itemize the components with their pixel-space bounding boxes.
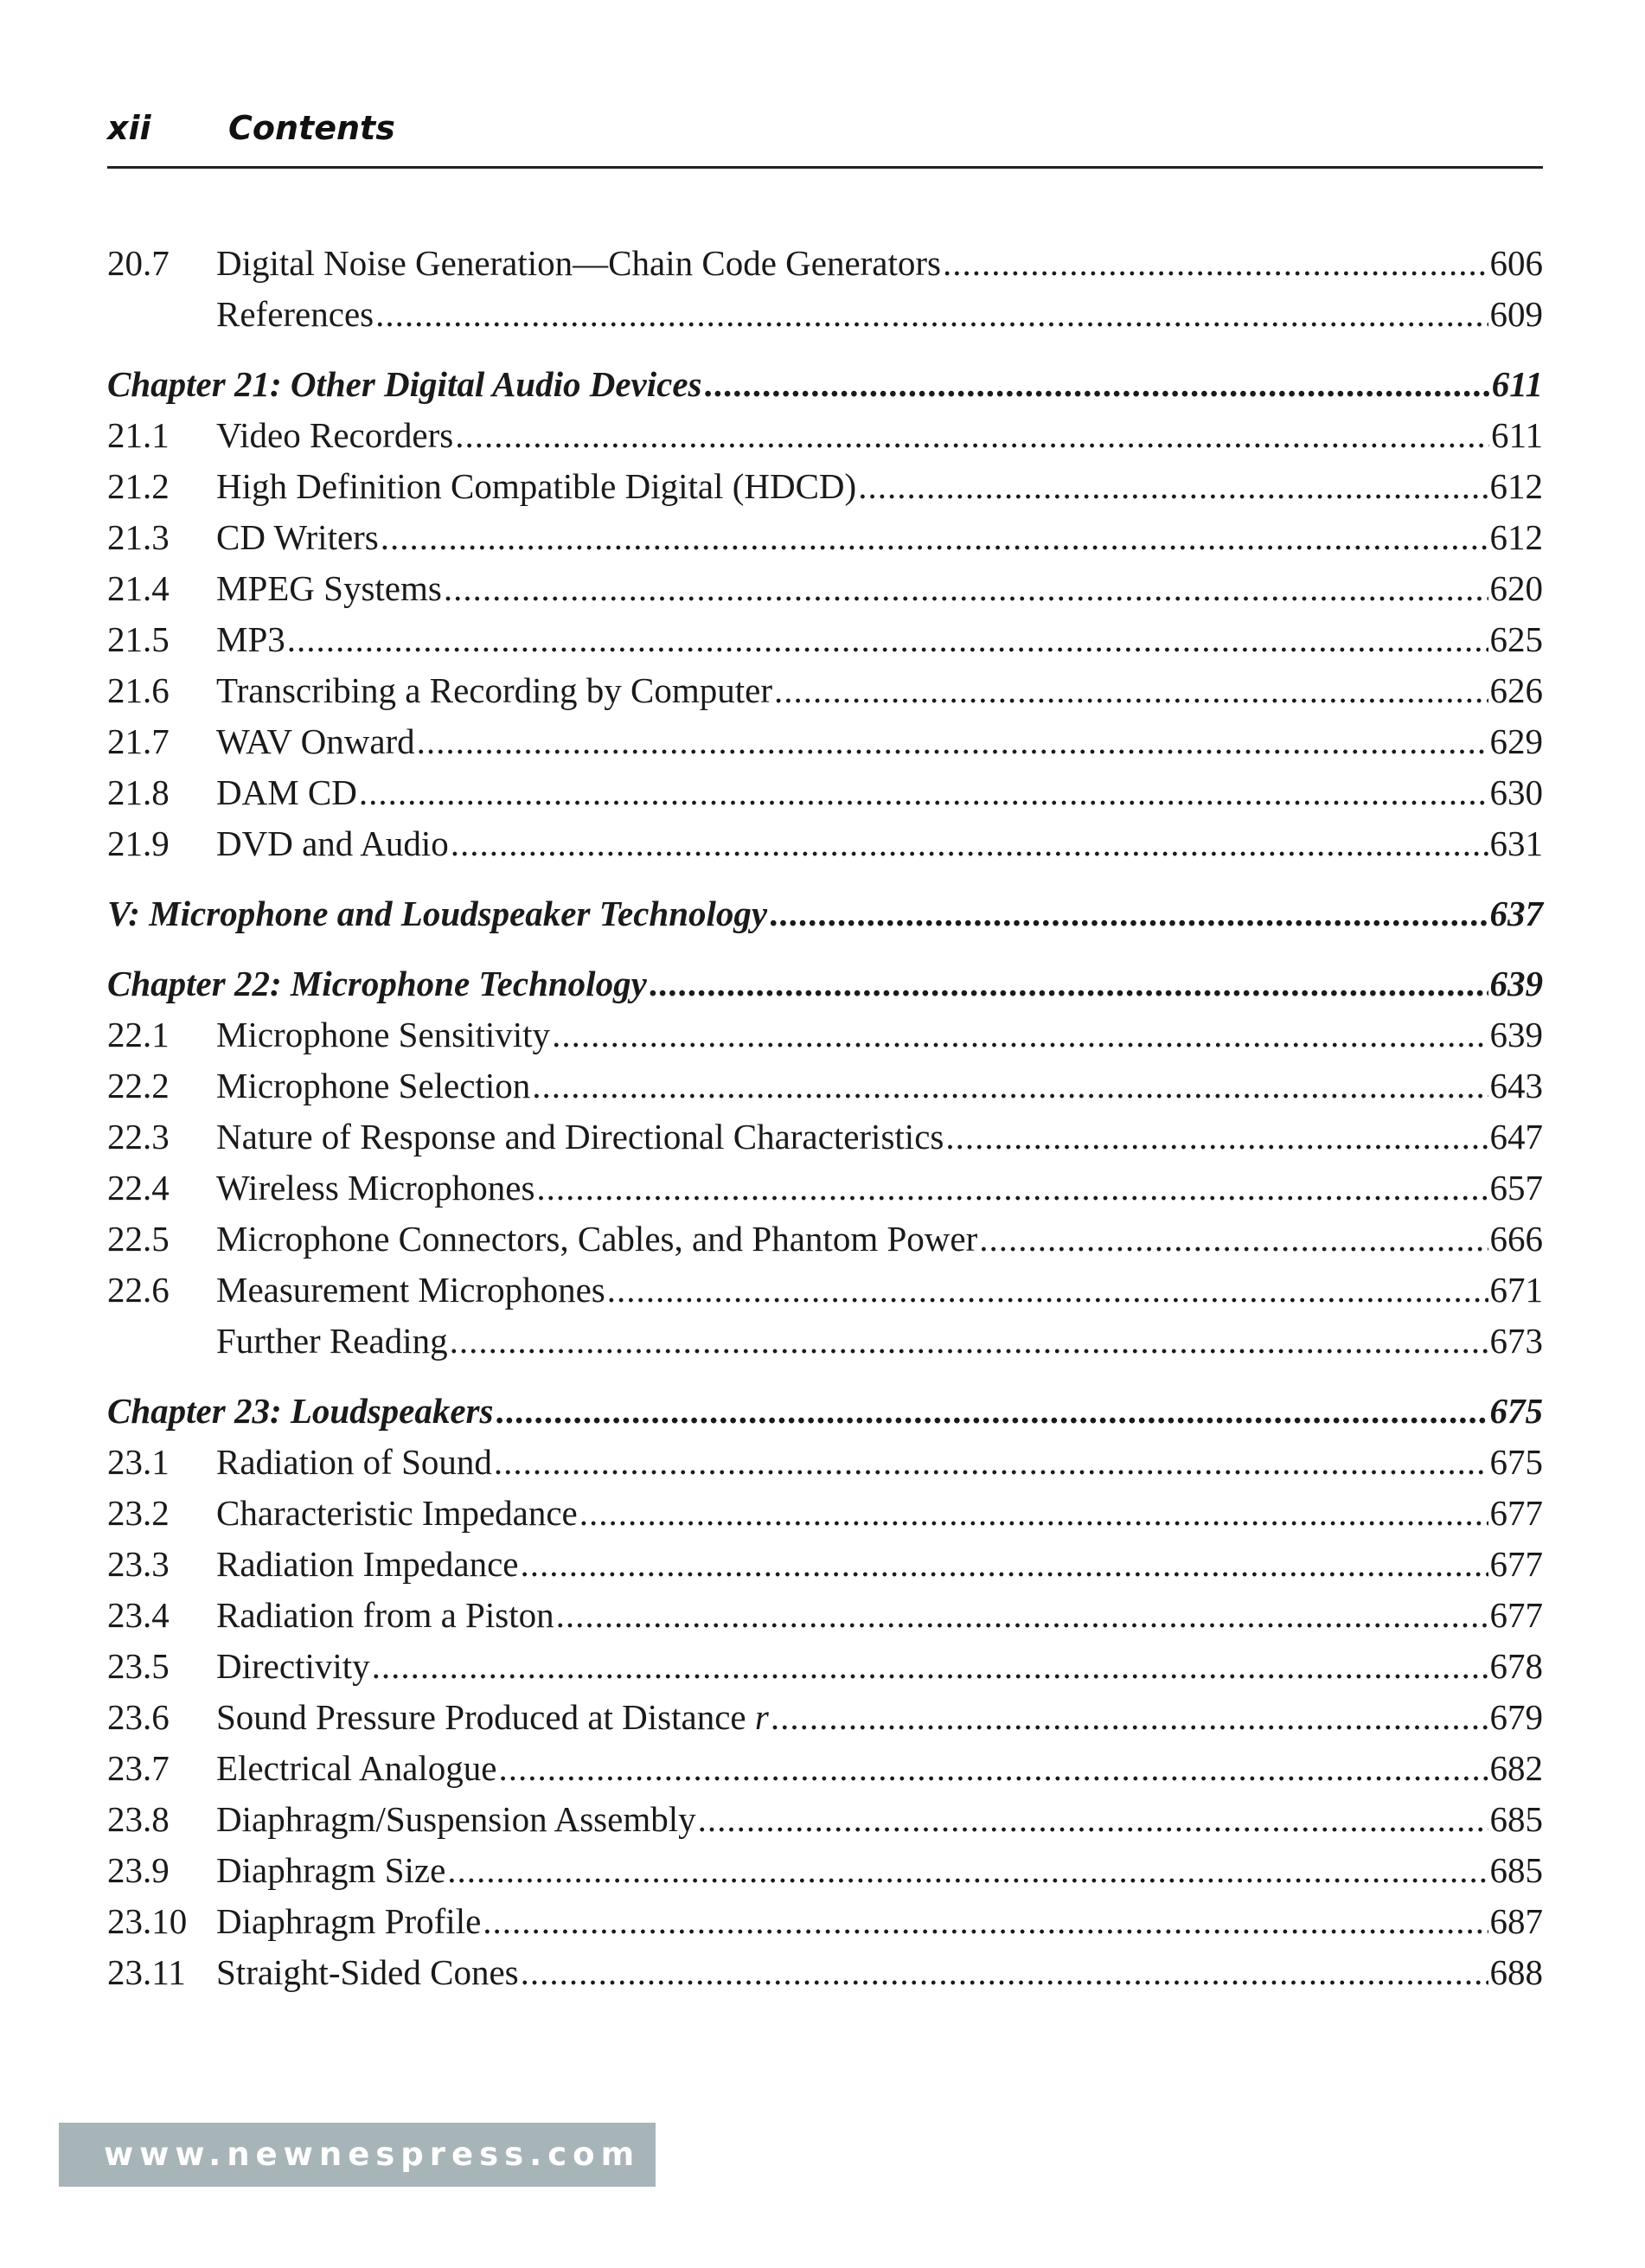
toc-entry-number: 23.2 — [107, 1493, 170, 1533]
toc-entry-number: 21.7 — [107, 721, 170, 761]
toc-entry-title: Transcribing a Recording by Computer — [216, 670, 773, 710]
toc-entry-page: 620 — [1489, 568, 1543, 608]
toc-entry — [107, 716, 1543, 767]
toc-entry-title: Measurement Microphones — [216, 1270, 605, 1310]
toc-entry-page: 630 — [1489, 772, 1543, 812]
dot-leader — [287, 614, 1488, 665]
toc-entry-page: 629 — [1489, 721, 1543, 761]
toc-entry-title: Video Recorders — [216, 415, 454, 455]
toc-entry-page: 675 — [1489, 1391, 1543, 1431]
toc-entry-title: Diaphragm Size — [216, 1850, 446, 1890]
toc-heading — [107, 1386, 1543, 1437]
toc-entry-page: 637 — [1489, 894, 1543, 933]
toc-entry — [107, 410, 1543, 461]
toc-entry — [107, 665, 1543, 716]
toc-entry-number: 23.10 — [107, 1901, 188, 1941]
toc-entry-page: 657 — [1489, 1168, 1543, 1208]
toc-entry-page: 677 — [1489, 1544, 1543, 1584]
dot-leader — [455, 410, 1489, 461]
toc-entry — [107, 1743, 1543, 1794]
toc-entry-title: Further Reading — [216, 1321, 448, 1361]
running-head-title: Contents — [228, 109, 395, 147]
toc-entry-title: DVD and Audio — [216, 823, 449, 863]
toc-entry-page: 612 — [1489, 517, 1543, 557]
toc-entry-page: 682 — [1489, 1748, 1543, 1788]
toc-entry-number: 22.5 — [107, 1219, 170, 1259]
toc-entry-page: 643 — [1489, 1066, 1543, 1105]
toc-entry-number: 21.1 — [107, 415, 170, 455]
toc-entry-title: Chapter 21: Other Digital Audio Devices — [107, 364, 702, 404]
toc-entry-page: 675 — [1489, 1442, 1543, 1482]
dot-leader — [698, 1794, 1488, 1845]
dot-leader — [483, 1896, 1488, 1947]
toc-entry-page: 688 — [1489, 1952, 1543, 1992]
dot-leader — [450, 1316, 1488, 1367]
toc-entry-number: 20.7 — [107, 243, 170, 283]
math-variable-r: r — [754, 1697, 769, 1737]
toc-entry-page: 685 — [1489, 1799, 1543, 1839]
toc-entry-page: 677 — [1489, 1595, 1543, 1635]
toc-entry — [107, 1009, 1543, 1060]
toc-entry — [107, 1214, 1543, 1265]
toc-entry-page: 677 — [1489, 1493, 1543, 1533]
toc-entry-title: CD Writers — [216, 517, 379, 557]
toc-entry — [107, 1488, 1543, 1539]
toc-heading — [107, 888, 1543, 939]
toc-entry-title: Characteristic Impedance — [216, 1493, 578, 1533]
toc-heading — [107, 958, 1543, 1009]
dot-leader — [704, 359, 1490, 410]
toc-entry-title: V: Microphone and Loudspeaker Technology — [107, 894, 768, 933]
running-head — [107, 102, 1543, 154]
toc-entry-page: 626 — [1489, 670, 1543, 710]
dot-leader — [521, 1947, 1488, 1998]
toc-entry-page: 611 — [1491, 364, 1543, 404]
dot-leader — [579, 1488, 1488, 1539]
toc-entry-page: 685 — [1489, 1850, 1543, 1890]
toc-entry-title: Microphone Sensitivity — [216, 1015, 551, 1054]
dot-leader — [372, 1641, 1488, 1692]
toc-entry-title: Chapter 23: Loudspeakers — [107, 1391, 494, 1431]
toc-entry-title: Diaphragm Profile — [216, 1901, 482, 1941]
toc-entry — [107, 289, 1543, 340]
dot-leader — [556, 1590, 1488, 1641]
toc-entry-title: Wireless Microphones — [216, 1168, 535, 1208]
dot-leader — [498, 1743, 1488, 1794]
toc-entry — [107, 1437, 1543, 1488]
dot-leader — [417, 716, 1488, 767]
toc-entry-title: Straight-Sided Cones — [216, 1952, 519, 1992]
toc-entry — [107, 1060, 1543, 1112]
toc-entry-page: 639 — [1489, 1015, 1543, 1054]
toc-entry-title: MP3 — [216, 619, 285, 659]
dot-leader — [858, 461, 1488, 512]
toc-entry — [107, 1692, 1543, 1743]
toc-entry — [107, 238, 1543, 289]
toc-entry — [107, 1316, 1543, 1367]
dot-leader — [943, 238, 1488, 289]
toc-entry-title: Electrical Analogue — [216, 1748, 497, 1788]
toc-entry-number: 23.4 — [107, 1595, 170, 1635]
toc-entry-title: Radiation of Sound — [216, 1442, 492, 1482]
toc-entry-number: 23.9 — [107, 1850, 170, 1890]
toc-entry-number: 22.1 — [107, 1015, 170, 1054]
toc-entry-page: 671 — [1489, 1270, 1543, 1310]
toc-entry-title: Radiation Impedance — [216, 1544, 519, 1584]
toc-entry — [107, 1947, 1543, 1998]
header-rule — [107, 166, 1543, 169]
toc-entry-page: 625 — [1489, 619, 1543, 659]
toc-entry — [107, 1896, 1543, 1947]
toc-entry-number: 23.5 — [107, 1646, 170, 1686]
toc-entry-page: 611 — [1491, 415, 1543, 455]
toc-entry-number: 23.7 — [107, 1748, 170, 1788]
toc-entry-title: Directivity — [216, 1646, 370, 1686]
toc-entry — [107, 1539, 1543, 1590]
toc-entry — [107, 563, 1543, 614]
dot-leader — [649, 958, 1488, 1009]
toc-entry-number: 23.3 — [107, 1544, 170, 1584]
toc-entry-number: 22.4 — [107, 1168, 170, 1208]
toc-entry-number: 22.6 — [107, 1270, 170, 1310]
toc-entry-page: 666 — [1489, 1219, 1543, 1259]
toc-entry-number: 21.8 — [107, 772, 170, 812]
dot-leader — [494, 1437, 1488, 1488]
dot-leader — [774, 665, 1488, 716]
toc-entry — [107, 1590, 1543, 1641]
toc-entry — [107, 461, 1543, 512]
dot-leader — [444, 563, 1488, 614]
dot-leader — [552, 1009, 1488, 1060]
toc-entry-page: 678 — [1489, 1646, 1543, 1686]
toc-entry-number: 21.3 — [107, 517, 170, 557]
toc-entry-page: 612 — [1489, 466, 1543, 506]
toc-entry-number: 22.2 — [107, 1066, 170, 1105]
toc-entry-number: 21.5 — [107, 619, 170, 659]
toc-entry-title: MPEG Systems — [216, 568, 442, 608]
toc-entry-page: 687 — [1489, 1901, 1543, 1941]
toc-entry-page: 647 — [1489, 1117, 1543, 1156]
dot-leader — [532, 1060, 1488, 1112]
toc-entry-title: Diaphragm/Suspension Assembly — [216, 1799, 696, 1839]
toc-entry-number: 23.1 — [107, 1442, 170, 1482]
toc-entry-title: WAV Onward — [216, 721, 415, 761]
dot-leader — [536, 1163, 1488, 1214]
toc-entry-page: 631 — [1489, 823, 1543, 863]
toc-entry — [107, 512, 1543, 563]
dot-leader — [451, 818, 1488, 869]
toc-entry-title: Microphone Connectors, Cables, and Phantom Power — [216, 1219, 978, 1259]
toc-heading — [107, 359, 1543, 410]
toc-entry-number: 23.6 — [107, 1697, 170, 1737]
toc-entry-page: 609 — [1489, 294, 1543, 334]
toc-entry-title: References — [216, 294, 374, 334]
dot-leader — [495, 1386, 1488, 1437]
toc-entry-title: High Definition Compatible Digital (HDCD) — [216, 466, 857, 506]
toc-entry-title: Nature of Response and Directional Characteristics — [216, 1117, 944, 1156]
toc-entry — [107, 1112, 1543, 1163]
toc-entry-page: 673 — [1489, 1321, 1543, 1361]
toc-entry-title: Digital Noise Generation—Chain Code Generators — [216, 243, 941, 283]
dot-leader — [607, 1265, 1488, 1316]
toc-entry-page: 606 — [1489, 243, 1543, 283]
toc-entry-title: Microphone Selection — [216, 1066, 531, 1105]
toc-entry — [107, 767, 1543, 818]
toc-entry-number: 23.8 — [107, 1799, 170, 1839]
toc-entry-title: Radiation from a Piston — [216, 1595, 554, 1635]
toc-entry-number: 23.11 — [107, 1952, 186, 1992]
dot-leader — [447, 1845, 1488, 1896]
dot-leader — [771, 1692, 1488, 1743]
dot-leader — [359, 767, 1488, 818]
toc-entry-number: 21.2 — [107, 466, 170, 506]
dot-leader — [769, 888, 1488, 939]
toc-entry — [107, 1265, 1543, 1316]
dot-leader — [979, 1214, 1488, 1265]
toc-entry — [107, 1641, 1543, 1692]
toc-entry-number: 21.4 — [107, 568, 170, 608]
toc-entry-page: 639 — [1489, 964, 1543, 1003]
toc-entry — [107, 818, 1543, 869]
toc-entry-number: 21.6 — [107, 670, 170, 710]
toc-entry — [107, 1794, 1543, 1845]
toc-entry — [107, 1163, 1543, 1214]
toc-entry-title: Chapter 22: Microphone Technology — [107, 964, 647, 1003]
toc-entry-number: 22.3 — [107, 1117, 170, 1156]
publisher-url: www.newnespress.com — [104, 2136, 641, 2173]
publisher-footer-band — [59, 2123, 656, 2187]
toc-entry-title: Sound Pressure Produced at Distance r — [216, 1697, 769, 1737]
toc-entry — [107, 1845, 1543, 1896]
page-folio: xii — [107, 109, 151, 147]
toc-entry-page: 679 — [1489, 1697, 1543, 1737]
dot-leader — [945, 1112, 1488, 1163]
table-of-contents — [107, 238, 1543, 1998]
dot-leader — [521, 1539, 1488, 1590]
toc-entry-title: DAM CD — [216, 772, 357, 812]
dot-leader — [375, 289, 1488, 340]
toc-entry — [107, 614, 1543, 665]
dot-leader — [381, 512, 1488, 563]
toc-entry-number: 21.9 — [107, 823, 170, 863]
